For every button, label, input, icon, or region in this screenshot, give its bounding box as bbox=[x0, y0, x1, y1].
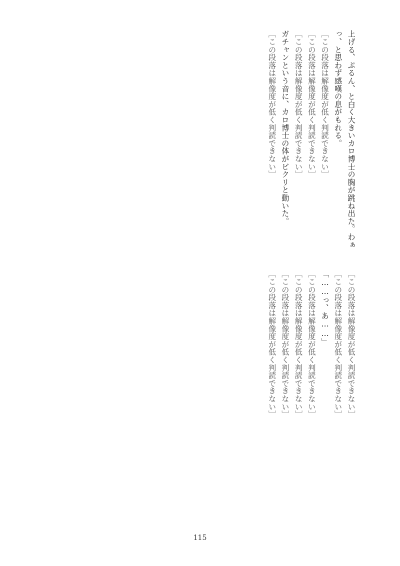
paragraph: ［この段落は解像度が低く判読できない］ bbox=[267, 270, 277, 419]
paragraph: ［この段落は解像度が低く判読できない］ bbox=[320, 30, 330, 179]
paragraph: ［この段落は解像度が低く判読できない］ bbox=[294, 270, 304, 419]
paragraph: ［この段落は解像度が低く判読できない］ bbox=[333, 270, 343, 419]
paragraph: ［この段落は解像度が低く判読できない］ bbox=[267, 30, 277, 179]
paragraph: 「……っ、あ……」 bbox=[320, 270, 330, 346]
paragraph: ［この段落は解像度が低く判読できない］ bbox=[280, 270, 290, 419]
paragraph: ［この段落は解像度が低く判読できない］ bbox=[294, 30, 304, 179]
page-number: 115 bbox=[193, 534, 207, 542]
paragraph: ガチャンという音に、カロ博士の体がビクリと動いた。 bbox=[280, 30, 290, 225]
paragraph: 上げる、ぷるん、と白く大きいカロ博士の胸が跳ね出た。わぁっ、と思わず感嘆の息がもれる。 bbox=[333, 30, 356, 249]
paragraph: ［この段落は解像度が低く判読できない］ bbox=[307, 270, 317, 419]
upper-text-block bbox=[36, 30, 358, 252]
paragraph: ［この段落は解像度が低く判読できない］ bbox=[347, 270, 356, 419]
paragraph: ［この段落は解像度が低く判読できない］ bbox=[307, 30, 317, 179]
lower-text-block bbox=[36, 270, 358, 492]
